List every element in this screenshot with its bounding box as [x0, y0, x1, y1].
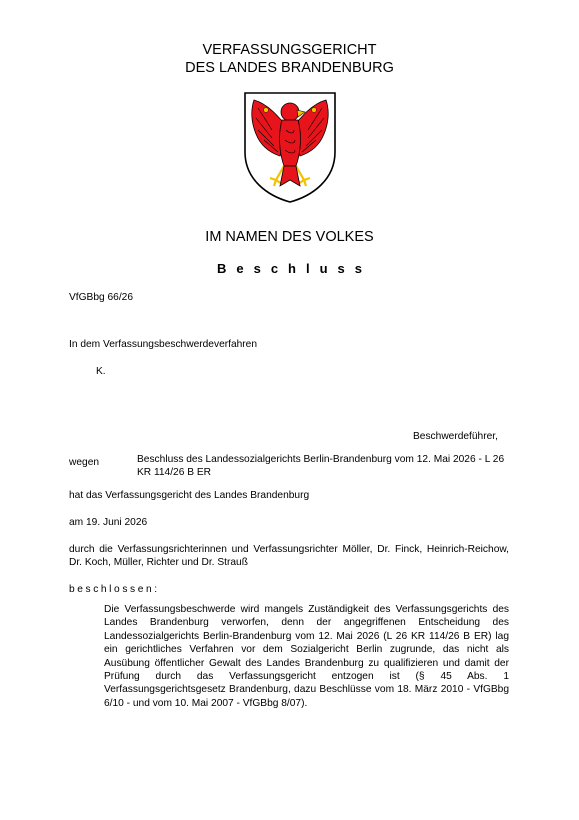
decision-date: am 19. Juni 2026 — [69, 517, 148, 528]
proceeding-intro: In dem Verfassungsbeschwerdeverfahren — [69, 339, 258, 350]
decision-type-heading: Beschluss — [216, 261, 373, 276]
ruling-text: Die Verfassungsbeschwerde wird mangels Zuständigkeit des Verfassungsgerichts des Landes Brandenburg verworfen, denn der angegriffenen Entscheidung des Landessozialgerichts Berlin-Brandenburg vom 12. Mai 2026 (L 26 KR 114/26 B ER) lag ein gerichtliches Verfahren vor dem Sozialgericht Berlin zugrunde, das nicht als Ausübung öffentlicher Gewalt des Landes Brandenburg zu qualifizieren und damit der Prüfung durch das Verfassungsgericht entzogen ist (§ 45 Abs. 1 Verfassungsgerichtsgesetz Brandenburg, dazu Beschlüsse vom 18. März 2010 - VfGBbg 6/10 - und vom 10. Mai 2007 - VfGBbg 8/07). — [104, 604, 509, 709]
court-name-line-2: DES LANDES BRANDENBURG — [185, 60, 394, 76]
court-intro: hat das Verfassungsgericht des Landes Brandenburg — [69, 490, 310, 501]
brandenburg-eagle-crest-icon — [242, 90, 338, 204]
regarding-label: wegen — [69, 457, 100, 468]
party-initial: K. — [96, 366, 106, 377]
party-role: Beschwerdeführer, — [413, 431, 498, 442]
peoples-formula: IM NAMEN DES VOLKES — [205, 229, 374, 245]
case-number: VfGBbg 66/26 — [69, 292, 134, 303]
regarding-text: Beschluss des Landessozialgerichts Berlin-Brandenburg vom 12. Mai 2026 - L 26 KR 114/26 B ER — [137, 454, 505, 478]
judges-text: durch die Verfassungsrichterinnen und Verfassungsrichter Möller, Dr. Finck, Heinrich-Reichow, Dr. Koch, Müller, Richter und Dr. Strauß — [69, 544, 509, 568]
court-name-line-1: VERFASSUNGSGERICHT — [202, 42, 377, 58]
resolved-heading: beschlossen: — [69, 584, 160, 595]
